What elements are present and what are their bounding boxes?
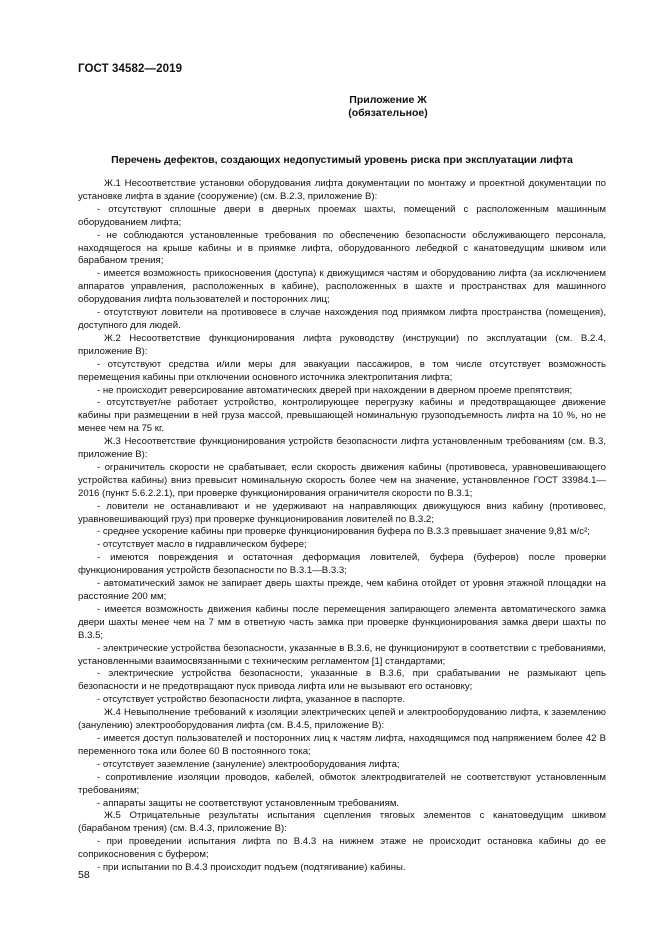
list-item: - среднее ускорение кабины при проверке функционирования буфера по В.3.3 превышает значение 9,81 м/с²; <box>97 526 590 538</box>
list-item: - имеется доступ пользователей и посторонних лиц к частям лифта, находящимся под напряжением более 42 В переменного тока или более 60 В постоянного тока; <box>78 732 606 757</box>
list-item: - при испытании по В.4.3 происходит подъем (подтягивание) кабины. <box>97 862 406 874</box>
list-item: - автоматический замок не запирает дверь шахты прежде, чем кабина отойдет от уровня этажной площадки на расстояние 200 мм; <box>78 578 606 602</box>
paragraph-zh5: Ж.5 Отрицательные результаты испытания сцепления тяговых элементов с канатоведущим шкивом (барабаном трения) (см. В.4.3, приложение В): <box>78 810 606 835</box>
list-item: - отсутствует масло в гидравлическом буфере; <box>97 539 307 551</box>
paragraph-zh1: Ж.1 Несоответствие установки оборудования лифта документации по монтажу и проектной документации по установке лифта в здание (сооружение) (см. В.2.3, приложение В): <box>78 178 606 202</box>
list-item: - отсутствует заземление (зануление) электрооборудования лифта; <box>97 758 400 770</box>
annex-title: Приложение Ж <box>349 94 427 106</box>
annex-status: (обязательное) <box>348 107 428 119</box>
paragraph-zh4: Ж.4 Невыполнение требований к изоляции электрических цепей и электрооборудованию лифта, к заземлению (занулению) электрооборудования лифта (см. В.4.5, приложение В): <box>78 707 606 732</box>
list-item: - электрические устройства безопасности, указанные в В.3.6, не функционируют в соответствии с требованиями, установленными взаимосвязанными с техническим регламентом [1] стандартами; <box>78 642 606 667</box>
list-item: - аппараты защиты не соответствуют установленным требованиям. <box>97 797 400 809</box>
annex-heading <box>0 94 661 120</box>
list-item: - не происходит реверсирование автоматических дверей при нахождении в дверном проеме препятствия; <box>97 384 573 396</box>
document-title: Перечень дефектов, создающих недопустимый уровень риска при эксплуатации лифта <box>111 154 573 166</box>
list-item: - отсутствуют ловители на противовесе в случае нахождения под приямком лифта пространства (помещения), доступного для людей. <box>78 307 606 331</box>
paragraph-zh2: Ж.2 Несоответствие функционирования лифта руководству (инструкции) по эксплуатации (см. В.2.4, приложение В): <box>78 332 606 357</box>
list-item: - отсутствуют средства и/или меры для эвакуации пассажиров, в том числе отсутствует возможность перемещения кабины при отключении основного источника электропитания лифта; <box>78 358 606 383</box>
list-item: - отсутствует/не работает устройство, контролирующее перегрузку кабины и предотвращающее движение кабины при размещении в ней груза массой, превышающей номинальную грузоподъемность лифта на 10 %, но не менее чем на 75 кг. <box>78 397 606 435</box>
list-item: - ловители не останавливают и не удерживают на направляющих движущуюся вниз кабину (противовес, уравновешивающий груз) при проверке функционирования ловителей по В.3.2; <box>78 500 606 525</box>
list-item: - отсутствует устройство безопасности лифта, указанное в паспорте. <box>97 694 406 706</box>
standard-designation: ГОСТ 34582—2019 <box>78 63 183 75</box>
paragraph-zh3: Ж.3 Несоответствие функционирования устройств безопасности лифта установленным требованиям (см. В.3, приложение В): <box>78 436 606 461</box>
list-item: - при проведении испытания лифта по В.4.3 на нижнем этаже не происходит остановка кабины до ее соприкосновения с буфером; <box>78 836 606 861</box>
list-item: - не соблюдаются установленные требования по обеспечению безопасности обслуживающего персонала, находящегося на крыше кабины и в приямке лифта, оборудованного лебедкой с канатоведущим шкивом или барабаном трения; <box>78 229 606 267</box>
list-item: - ограничитель скорости не срабатывает, если скорость движения кабины (противовеса, уравновешивающего устройства кабины) вниз превысит номинальную скорость более чем на значение, установленное ГОСТ 33984.1—2016 (пункт 5.6.2.2.1), при проверке функционирования ограничителя скорости по В.3.1; <box>78 461 606 499</box>
list-item: - имеются повреждения и остаточная деформация ловителей, буфера (буферов) после проверки функционирования устройств безопасности по В.3.1—В.3.3; <box>78 552 606 577</box>
list-item: - отсутствуют сплошные двери в дверных проемах шахты, помещений с расположенным машинным оборудованием лифта; <box>78 203 606 228</box>
list-item: - имеется возможность движения кабины после перемещения запирающего элемента автоматического замка двери шахты менее чем на 7 мм в ответную часть замка при проверке функционирования замка двери шахты по В.3.5; <box>78 603 606 641</box>
list-item: - имеется возможность прикосновения (доступа) к движущимся частям и оборудованию лифта (за исключением аппаратов управления, расположенных в кабине), расположенных в шахте и пространствах для машинного оборудования лифта пользователей и посторонних лиц; <box>78 268 606 306</box>
list-item: - электрические устройства безопасности, указанные в В.3.6, при срабатывании не размыкают цепь безопасности и не предотвращают пуск привода лифта или не вызывают его остановку; <box>78 668 606 693</box>
document-body <box>78 178 606 875</box>
page-number: 58 <box>78 869 90 881</box>
list-item: - сопротивление изоляции проводов, кабелей, обмоток электродвигателей не соответствуют установленным требованиям; <box>78 771 606 796</box>
